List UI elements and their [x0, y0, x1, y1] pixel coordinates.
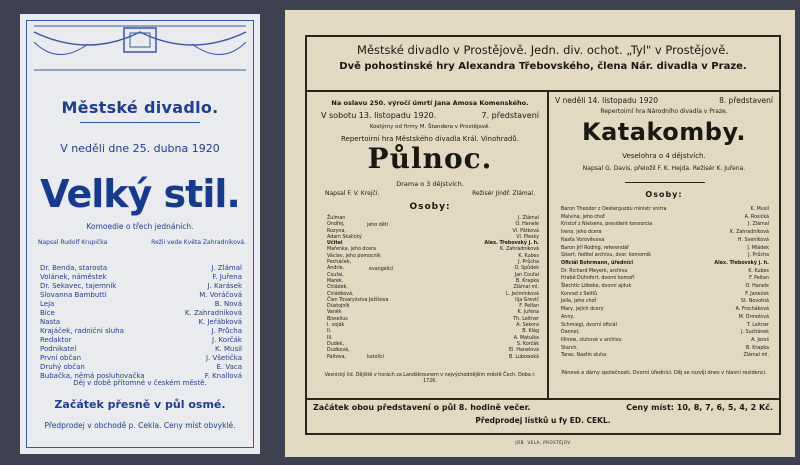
actor-name: El. Hanelová	[509, 348, 539, 354]
role-name: Coufal,	[327, 272, 344, 278]
presale-info: Předprodej lístků u fy ED. CEKL.	[475, 416, 611, 425]
actor-name: F. Peltan	[749, 276, 769, 282]
persons-heading: Osoby:	[645, 190, 683, 199]
actor-name: K. Juřena	[517, 310, 539, 316]
actor-name: J. Suchánek	[741, 330, 769, 336]
cast-row	[40, 363, 242, 372]
cast-row	[40, 300, 242, 309]
actor-name: Vl. Plesky	[516, 234, 539, 240]
role-name: Nasťa Vorověvova	[561, 237, 605, 243]
repertoire-note: Repertoirní hra Národního divadla v Praze.	[600, 108, 728, 115]
katakomby-date	[555, 96, 773, 105]
actor-name: K. Kubes	[518, 253, 539, 259]
author: Napsal F. V. Krejčí.	[325, 190, 380, 197]
actor-name: Alex. Třebovský j. h.	[484, 241, 539, 247]
role-name: I. voják	[327, 323, 345, 329]
actor-name: O. Spůdek	[514, 266, 539, 272]
actor-name: B. Lubowská	[508, 354, 539, 360]
play-genre: Komoedie o třech jednáních.	[86, 222, 194, 231]
actor-name: Zlámal ml.	[743, 353, 769, 359]
role-name: Malvína, jeho choť	[561, 214, 605, 220]
role-name: Dudek,	[327, 341, 345, 347]
actor-name: A. Matulka	[513, 335, 539, 341]
actor-name: O. Hanele	[745, 284, 769, 290]
role-name: Irena, jeho dcera	[561, 230, 602, 236]
credits	[38, 239, 246, 246]
actor-name: F. Pelfan	[519, 304, 539, 310]
role-name: Anny,	[561, 314, 575, 320]
role-name: Pecháček,	[327, 260, 352, 266]
actor-name: K. Musil	[214, 345, 242, 353]
group-label-katolici: katolíci	[367, 355, 385, 360]
role-name: Konrad z Seitlů	[561, 291, 597, 297]
role-name: Starch,	[561, 345, 578, 351]
cast-row	[561, 337, 769, 345]
actor-name: O. Hanele	[515, 222, 539, 228]
role-name: Baron Jiří Roding, referendář	[561, 245, 630, 251]
role-name: Učitel	[327, 241, 343, 247]
actor-name: J. Průcha	[211, 327, 242, 335]
role-name: Ondřej,	[327, 222, 345, 228]
role-name: Dr. Sekavec, tajemník	[40, 282, 117, 290]
role-name: Nasta	[40, 318, 61, 326]
play-title-katakomby: Katakomby.	[581, 118, 746, 146]
actor-name: M. Voráčová	[199, 291, 242, 299]
actor-name: B. Krapka	[515, 278, 539, 284]
actor-name: K. Kubes	[748, 268, 769, 274]
cast-row	[561, 252, 769, 260]
actor-name: Alex. Třebovský j. h.	[714, 260, 769, 266]
art-nouveau-ornament	[28, 22, 252, 74]
setting-note: Vesnický lid. Dějiště v horách za Landškrounem v nejvýchodnějším městě Čech. Doba r. 1726.	[324, 373, 536, 384]
role-name: Volánek, náměstek	[40, 273, 107, 281]
cast-row	[40, 327, 242, 336]
actor-name: M. Drmolová	[738, 314, 769, 320]
performance-number: 7. představení	[481, 111, 539, 120]
role-name: Adam Skalický	[327, 234, 362, 240]
actor-name: J. Všetička	[205, 354, 242, 362]
role-name: II.	[327, 329, 332, 335]
cast-row	[561, 229, 769, 237]
persons-heading: Osoby:	[409, 202, 451, 212]
anniversary-note: Na oslavu 250. výročí úmrtí Jana Amosa Komenského.	[331, 99, 529, 107]
actor-name: A. Frocháková	[735, 307, 769, 313]
actor-name: K. Musil	[750, 207, 769, 212]
header-line-2: Dvě pohostinské hry Alexandra Třebovského, člena Nár. divadla v Praze.	[339, 61, 747, 72]
column-divider	[547, 92, 549, 399]
actor-name: A. Rosická	[744, 214, 769, 220]
role-name: Marek,	[327, 278, 344, 284]
role-name: Dústojník	[327, 304, 350, 310]
role-name: Dr. Richard Meyerk, archivu	[561, 268, 628, 274]
actor-name: J. Zlámal	[518, 216, 539, 221]
actor-name: J. Průcha	[748, 253, 769, 259]
performance-number: 8. představení	[719, 96, 773, 105]
role-name: Rozyna,	[327, 228, 346, 234]
footer-line	[313, 403, 773, 412]
play-title-pulnoc: Půlnoc.	[367, 142, 493, 175]
divider	[305, 398, 781, 400]
actor-name: J. Karásek	[207, 282, 242, 290]
actor-name: J. Mládek	[747, 245, 769, 251]
role-name: Bisselius	[327, 316, 348, 322]
cast-list-katakomby	[561, 206, 769, 360]
role-name: Vaněk	[327, 310, 342, 316]
actor-name: Jan Coufal	[514, 272, 539, 278]
play-title: Velký stil.	[40, 172, 240, 216]
cast-row	[40, 264, 242, 273]
play-genre: Drama o 3 dějstvích.	[396, 180, 464, 188]
cast-row	[40, 354, 242, 363]
actor-name: Vl. Pátková	[512, 228, 539, 234]
ticket-prices: Ceny míst: 10, 8, 7, 6, 5, 4, 2 Kč.	[626, 403, 773, 412]
cast-row	[561, 275, 769, 283]
role-name: Podnikatel	[40, 345, 77, 353]
credits	[325, 190, 535, 197]
role-name: Dudková,	[327, 348, 350, 354]
actor-name: K. Jeřábková	[198, 318, 242, 326]
poster-velky-stil	[20, 14, 260, 454]
cast-row	[40, 273, 242, 282]
role-name: Druhý občan	[40, 363, 85, 371]
role-name: III.	[327, 335, 333, 341]
role-name: První občan	[40, 354, 82, 362]
role-name: Dr. Benda, starosta	[40, 264, 108, 272]
actor-name: K. Zahradníková	[499, 247, 539, 253]
credits: Napsal G. Davis, přeložil F. K. Hejda. Režisér K. Juřena.	[582, 165, 746, 172]
group-label-jeho-deti: jeho děti	[367, 223, 388, 228]
cast-row	[40, 345, 242, 354]
cast-row	[561, 237, 769, 245]
cast-row	[327, 355, 539, 361]
pulnoc-date	[321, 111, 539, 120]
actor-name: K. Zahradníková	[184, 309, 242, 317]
actor-name: B. Klág	[522, 329, 539, 335]
role-name: Bice	[40, 309, 55, 317]
role-name: Slovanna Bambutti	[40, 291, 107, 299]
role-name: Baron Theodor z Oesterguzdu ministr vnitra	[561, 207, 667, 212]
role-name: Kristof z Nielsens, president konsorcia	[561, 222, 653, 228]
cast-row	[40, 291, 242, 300]
role-name: Sikert, ředitel archivu, dvor. komorník	[561, 253, 652, 259]
cast-row	[561, 291, 769, 299]
actor-name: Th. Leitner	[513, 316, 539, 322]
role-name: Redaktor	[40, 336, 72, 344]
date: V neděli 14. listopadu 1920	[555, 96, 659, 105]
role-name: Chládková,	[327, 291, 354, 297]
actor-name: J. Korčák	[212, 336, 242, 344]
director: Režii vede Květa Zahradníková.	[151, 239, 246, 246]
cast-row	[561, 283, 769, 291]
header-line-1: Městské divadlo v Prostějově. Jedn. div. ochot. „Tyl" v Prostějově.	[357, 43, 729, 57]
role-name: Dannel,	[561, 330, 580, 336]
cast-row	[40, 282, 242, 291]
divider	[80, 122, 200, 123]
role-name: Šlechtic Löbeke, dvorní ajduk	[561, 284, 632, 290]
actor-name: Zlámal ml.	[513, 285, 539, 291]
cast-row	[561, 221, 769, 229]
director: Režisér Jindř. Zlámal.	[472, 190, 535, 197]
actor-name: A. Sekora	[516, 323, 539, 329]
cast-row	[561, 329, 769, 337]
group-label-evangelici: evangelici	[369, 267, 394, 272]
cast-list-pulnoc	[327, 216, 539, 361]
role-name: Mařenka, jeho dcera	[327, 247, 376, 253]
cast-row	[561, 314, 769, 322]
actor-name: A. Jaroš	[751, 337, 769, 343]
cast-row	[561, 298, 769, 306]
cast-row	[561, 268, 769, 276]
actor-name: F. Juřena	[212, 273, 242, 281]
actor-name: H. Sveníková	[737, 237, 769, 243]
role-name: Leja	[40, 300, 55, 308]
actor-name: F. Knallová	[204, 372, 242, 380]
role-name: Mary, jejich dcery	[561, 307, 604, 313]
theatre-name: Městské divadlo.	[61, 98, 219, 117]
author: Napsal Rudolf Krupička	[38, 239, 108, 246]
divider	[305, 90, 781, 92]
cast-row	[561, 345, 769, 353]
role-name: Schmiegl, dvorní oficiál	[561, 322, 617, 328]
role-name: Chládek,	[327, 285, 348, 291]
actor-name: F. Janeček	[745, 291, 769, 297]
cast-row	[561, 245, 769, 253]
role-name: Krajáček, radniční sluha	[40, 327, 124, 335]
repertoire-note: Repertoirní hra Městského divadla Král. Vinohradů.	[341, 135, 519, 143]
role-name: Jella, jeho choť	[561, 299, 597, 305]
actor-name: L. Ječmínková	[505, 291, 539, 297]
actor-name: B. Nová	[214, 300, 242, 308]
performance-date: V neděli dne 25. dubna 1920	[60, 142, 220, 155]
actor-name: St. Novotná	[740, 299, 769, 305]
setting-note: Pánové a dámy společnosti. Dvorní úředníci. Děj se rozvíjí dnes v hlavní rezidenci.	[561, 370, 767, 376]
cast-row	[561, 214, 769, 222]
cast-list	[40, 264, 242, 381]
start-time: Začátek přesně v půl osmé.	[54, 398, 226, 411]
setting-note: Děj v době přítomné v českém městě.	[73, 379, 207, 387]
role-name: Oficiál Bohrmann, úředníci	[561, 260, 633, 266]
role-name: Bubačka, němá posluhovačka	[40, 372, 145, 380]
actor-name: Ilja Grevič	[515, 297, 539, 303]
role-name: Paltova,	[327, 354, 347, 360]
role-name: Andrle,	[327, 266, 345, 272]
cast-row	[561, 260, 769, 268]
role-name: Žulman	[327, 216, 346, 221]
actor-name: B. Krapka	[745, 345, 769, 351]
actor-name: J. Zlámal	[211, 264, 242, 272]
cast-row	[561, 306, 769, 314]
printer-imprint: JOB. VELA, PROSTĚJOV	[515, 440, 571, 445]
cast-row	[40, 318, 242, 327]
poster-double-bill	[285, 10, 795, 457]
poster-header	[313, 43, 773, 72]
presale-info: Předprodej v obchodě p. Cekla. Ceny míst obvyklé.	[44, 421, 236, 430]
role-name: Illinow, sluhové v archivu	[561, 337, 622, 343]
date: V sobotu 13. listopadu 1920.	[321, 111, 437, 120]
cast-row	[561, 322, 769, 330]
actor-name: S. Korčák	[516, 341, 539, 347]
start-time: Začátek obou představení o půl 8. hodině večer.	[313, 403, 531, 412]
cast-row	[561, 352, 769, 360]
costumes-note: Kostýmy od firmy M. Štandera v Prostějově.	[369, 124, 491, 130]
divider	[625, 182, 705, 183]
actor-name: J. Zlámal	[748, 222, 769, 228]
actor-name: E. Vaca	[216, 363, 242, 371]
role-name: Hrabě Dühnfort, dvorní komoří	[561, 276, 635, 282]
cast-row	[40, 336, 242, 345]
cast-row	[561, 206, 769, 214]
role-name: Václav, jeho pomocník	[327, 253, 381, 259]
play-genre: Veselohra o 4 dějstvích.	[622, 152, 706, 160]
actor-name: J. Průcha	[518, 260, 539, 266]
role-name: Taras, Nasťin sluha	[561, 353, 607, 359]
actor-name: K. Zahradníková	[729, 230, 769, 236]
role-name: Člen Tovaryšstva Ježíšova	[327, 297, 389, 303]
cast-row	[40, 309, 242, 318]
actor-name: T. Leitner	[746, 322, 769, 328]
